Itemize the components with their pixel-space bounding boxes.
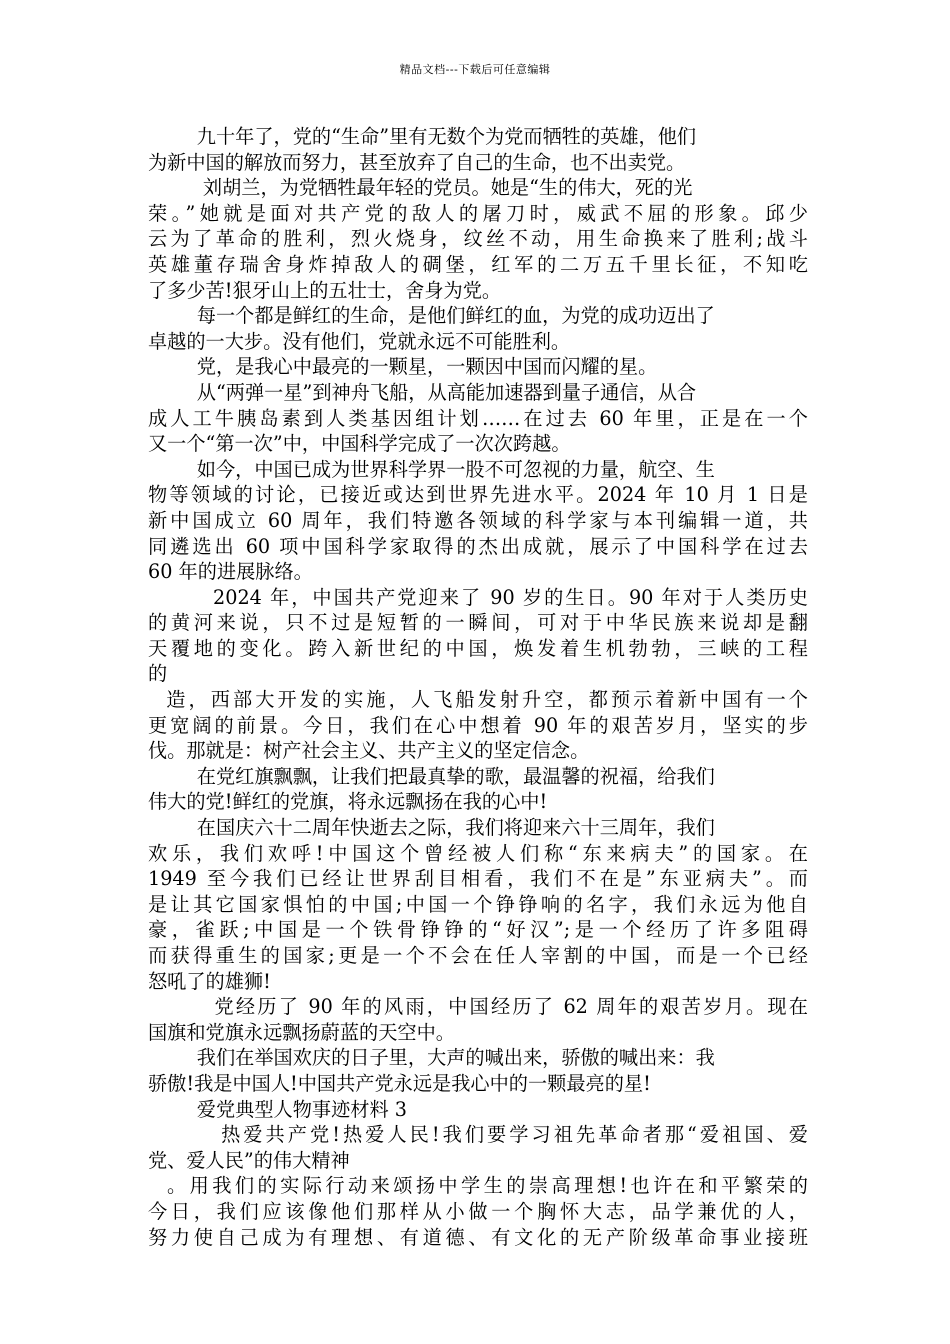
- text-line: 更宽阔的前景。今日，我们在心中想着 90 年的艰苦岁月，坚实的步: [148, 713, 808, 737]
- text-line: 为新中国的解放而努力，甚至放弃了自己的生命，也不出卖党。: [148, 150, 686, 174]
- text-line: 的: [148, 662, 168, 686]
- text-line: 热爱共产党!热爱人民!我们要学习祖先革命者那“爱祖国、爱: [148, 1123, 808, 1147]
- text-line: 是让其它国家惧怕的中国;中国一个铮铮响的名字，我们永远为他自: [148, 892, 808, 916]
- text-line: 今日，我们应该像他们那样从小做一个胸怀大志，品学兼优的人，: [148, 1199, 808, 1223]
- text-line: 我们在举国欢庆的日子里，大声的喊出来，骄傲的喊出来：我: [148, 1046, 715, 1070]
- text-line: 的黄河来说，只不过是短暂的一瞬间，可对于中华民族来说却是翻: [148, 611, 808, 635]
- text-line: 英雄董存瑞舍身炸掉敌人的碉堡，红军的二万五千里长征，不知吃: [148, 252, 808, 276]
- text-line: 又一个“第一次”中，中国科学完成了一次次跨越。: [148, 432, 571, 456]
- text-line: 在国庆六十二周年快逝去之际，我们将迎来六十三周年，我们: [148, 816, 715, 840]
- page-header: 精品文档---下载后可任意编辑: [399, 63, 551, 76]
- text-line: 努力使自己成为有理想、有道德、有文化的无产阶级革命事业接班: [148, 1225, 808, 1249]
- text-line: 了多少苦!狠牙山上的五壮士，舍身为党。: [148, 278, 502, 302]
- text-line: 党，是我心中最亮的一颗星，一颗因中国而闪耀的星。: [148, 355, 658, 379]
- text-line: 。用我们的实际行动来颂扬中学生的崇高理想!也许在和平繁荣的: [148, 1174, 808, 1198]
- text-line: 豪，雀跃;中国是一个铁骨铮铮的“好汉”;是一个经历了许多阻碍: [148, 918, 808, 942]
- text-line: 怒吼了的雄狮!: [148, 969, 271, 993]
- text-line: 骄傲!我是中国人!中国共产党永远是我心中的一颗最亮的星!: [148, 1071, 651, 1095]
- text-line: 刘胡兰，为党牺牲最年轻的党员。她是“生的伟大，死的光: [148, 176, 693, 200]
- text-line: 2024 年，中国共产党迎来了 90 岁的生日。90 年对于人类历史: [148, 585, 808, 609]
- text-line: 而获得重生的国家;更是一个不会在任人宰割的中国，而是一个已经: [148, 944, 808, 967]
- text-line: 新中国成立 60 周年，我们特邀各领域的科学家与本刊编辑一道，共: [148, 508, 808, 532]
- text-line: 60 年的进展脉络。: [148, 560, 313, 584]
- text-line: 1949 至今我们已经让世界刮目相看，我们不在是”东亚病夫”。而: [148, 867, 808, 891]
- text-line: 欢乐，我们欢呼!中国这个曾经被人们称“东来病夫”的国家。在: [148, 841, 808, 865]
- text-line: 物等领域的讨论，已接近或达到世界先进水平。2024 年 10 月 1 日是: [148, 483, 808, 507]
- text-line: 伟大的党!鲜红的党旗，将永远飘扬在我的心中!: [148, 790, 548, 814]
- document-body: [148, 124, 808, 1250]
- text-line: 云为了革命的胜利，烈火烧身，纹丝不动，用生命换来了胜利;战斗: [148, 227, 808, 251]
- text-line: 天覆地的变化。跨入新世纪的中国，焕发着生机勃勃，三峡的工程: [148, 636, 808, 660]
- text-line: 爱党典型人物事迹材料 3: [148, 1097, 407, 1121]
- text-line: 国旗和党旗永远飘扬蔚蓝的天空中。: [148, 1020, 455, 1044]
- text-line: 荣。”她就是面对共产党的敌人的屠刀时，威武不屈的形象。邱少: [148, 201, 808, 225]
- text-line: 同遴选出 60 项中国科学家取得的杰出成就，展示了中国科学在过去: [148, 534, 808, 558]
- text-line: 卓越的一大步。没有他们，党就永远不可能胜利。: [148, 329, 571, 353]
- text-line: 造，西部大开发的实施，人飞船发射升空，都预示着新中国有一个: [148, 688, 808, 712]
- text-line: 如今，中国已成为世界科学界一股不可忽视的力量，航空、生: [148, 457, 715, 481]
- text-line: 成人工牛胰岛素到人类基因组计划……在过去 60 年里，正是在一个: [148, 406, 808, 430]
- text-line: 伐。那就是：树产社会主义、共产主义的坚定信念。: [148, 739, 590, 763]
- text-line: 党、爱人民”的伟大精神: [148, 1148, 350, 1172]
- text-line: 每一个都是鲜红的生命，是他们鲜红的血，为党的成功迈出了: [148, 304, 715, 328]
- text-line: 在党红旗飘飘，让我们把最真挚的歌，最温馨的祝福，给我们: [148, 764, 715, 788]
- text-line: 从“两弹一星”到神舟飞船，从高能加速器到量子通信，从合: [148, 380, 697, 404]
- text-line: 党经历了 90 年的风雨，中国经历了 62 周年的艰苦岁月。现在: [148, 995, 808, 1019]
- text-line: 九十年了，党的“生命”里有无数个为党而牺牲的英雄，他们: [148, 125, 697, 148]
